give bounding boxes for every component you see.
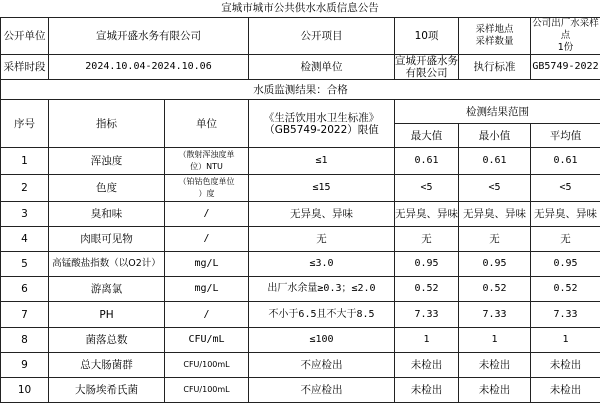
info-value-period: 2024.10.04-2024.10.06 [49, 55, 249, 80]
header-seq: 序号 [1, 100, 49, 148]
cell-max: 1 [395, 328, 459, 353]
cell-avg: 未检出 [531, 353, 600, 378]
cell-max: 0.52 [395, 277, 459, 302]
table-row [1, 277, 600, 302]
cell-limit: 无 [249, 227, 395, 252]
cell-max: <5 [395, 175, 459, 202]
info-label-standard: 执行标准 [459, 55, 531, 80]
cell-avg: 1 [531, 328, 600, 353]
cell-seq: 9 [1, 353, 49, 378]
header-avg: 平均值 [531, 124, 600, 148]
cell-avg: 无 [531, 227, 600, 252]
cell-max: 未检出 [395, 353, 459, 378]
cell-avg: 7.33 [531, 302, 600, 328]
cell-min: 0.61 [459, 148, 531, 175]
info-value-standard: GB5749-2022 [531, 55, 600, 80]
info-value-project: 10项 [395, 18, 459, 55]
cell-limit: ≤3.0 [249, 252, 395, 277]
cell-unit: CFU/100mL [165, 353, 249, 378]
header-row-1 [1, 100, 600, 124]
info-value-sampling: 公司出厂水采样点 1份 [531, 18, 600, 55]
cell-indicator: 总大肠菌群 [49, 353, 165, 378]
cell-unit: CFU/mL [165, 328, 249, 353]
cell-seq: 2 [1, 175, 49, 202]
table-row [1, 175, 600, 202]
cell-unit: mg/L [165, 252, 249, 277]
monitoring-result: 水质监测结果：合格 [1, 80, 600, 100]
cell-avg: 0.95 [531, 252, 600, 277]
table-row [1, 353, 600, 378]
info-row-2 [1, 55, 600, 80]
cell-seq: 3 [1, 202, 49, 227]
cell-indicator: PH [49, 302, 165, 328]
cell-seq: 10 [1, 378, 49, 403]
cell-max: 无 [395, 227, 459, 252]
cell-max: 无异臭、异味 [395, 202, 459, 227]
cell-min: 0.52 [459, 277, 531, 302]
cell-avg: <5 [531, 175, 600, 202]
result-row [1, 80, 600, 100]
cell-min: 未检出 [459, 353, 531, 378]
header-range: 检测结果范围 [395, 100, 600, 124]
cell-unit: （铂钴色度单位 ）度 [165, 175, 249, 202]
cell-unit: CFU/100mL [165, 378, 249, 403]
cell-avg: 0.52 [531, 277, 600, 302]
cell-indicator: 浑浊度 [49, 148, 165, 175]
cell-limit: ≤100 [249, 328, 395, 353]
cell-max: 0.95 [395, 252, 459, 277]
header-max: 最大值 [395, 124, 459, 148]
water-quality-table [0, 17, 600, 403]
cell-unit: / [165, 202, 249, 227]
cell-min: 无 [459, 227, 531, 252]
cell-seq: 7 [1, 302, 49, 328]
cell-indicator: 色度 [49, 175, 165, 202]
cell-unit: mg/L [165, 277, 249, 302]
cell-avg: 无异臭、异味 [531, 202, 600, 227]
header-indicator: 指标 [49, 100, 165, 148]
info-value-publisher: 宣城开盛水务有限公司 [49, 18, 249, 55]
cell-seq: 5 [1, 252, 49, 277]
cell-max: 0.61 [395, 148, 459, 175]
table-row [1, 328, 600, 353]
cell-avg: 未检出 [531, 378, 600, 403]
cell-limit: 不应检出 [249, 378, 395, 403]
info-value-lab: 宣城开盛水务有限公司 [395, 55, 459, 80]
table-row [1, 302, 600, 328]
table-row [1, 252, 600, 277]
cell-avg: 0.61 [531, 148, 600, 175]
cell-limit: ≤1 [249, 148, 395, 175]
info-label-sampling: 采样地点 采样数量 [459, 18, 531, 55]
info-row-1 [1, 18, 600, 55]
info-label-period: 采样时段 [1, 55, 49, 80]
cell-indicator: 菌落总数 [49, 328, 165, 353]
cell-min: <5 [459, 175, 531, 202]
cell-seq: 4 [1, 227, 49, 252]
header-min: 最小值 [459, 124, 531, 148]
cell-seq: 8 [1, 328, 49, 353]
cell-indicator: 高锰酸盐指数（以O2计） [49, 252, 165, 277]
cell-min: 无异臭、异味 [459, 202, 531, 227]
cell-min: 未检出 [459, 378, 531, 403]
cell-unit: （散射浑浊度单 位）NTU [165, 148, 249, 175]
info-label-publisher: 公开单位 [1, 18, 49, 55]
cell-min: 0.95 [459, 252, 531, 277]
cell-unit: / [165, 227, 249, 252]
cell-seq: 6 [1, 277, 49, 302]
cell-indicator: 臭和味 [49, 202, 165, 227]
header-unit: 单位 [165, 100, 249, 148]
info-label-project: 公开项目 [249, 18, 395, 55]
cell-unit: / [165, 302, 249, 328]
cell-min: 1 [459, 328, 531, 353]
table-row [1, 227, 600, 252]
cell-min: 7.33 [459, 302, 531, 328]
cell-max: 未检出 [395, 378, 459, 403]
table-row [1, 148, 600, 175]
cell-indicator: 肉眼可见物 [49, 227, 165, 252]
cell-limit: 出厂水余量≥0.3；≤2.0 [249, 277, 395, 302]
cell-indicator: 游离氯 [49, 277, 165, 302]
table-row [1, 378, 600, 403]
header-limit: 《生活饮用水卫生标准》 （GB5749-2022）限值 [249, 100, 395, 148]
page-title: 宣城市城市公共供水水质信息公告 [0, 0, 600, 16]
table-row [1, 202, 600, 227]
cell-limit: 不应检出 [249, 353, 395, 378]
cell-limit: ≤15 [249, 175, 395, 202]
cell-max: 7.33 [395, 302, 459, 328]
cell-seq: 1 [1, 148, 49, 175]
info-label-lab: 检测单位 [249, 55, 395, 80]
cell-indicator: 大肠埃希氏菌 [49, 378, 165, 403]
cell-limit: 无异臭、异味 [249, 202, 395, 227]
cell-limit: 不小于6.5且不大于8.5 [249, 302, 395, 328]
